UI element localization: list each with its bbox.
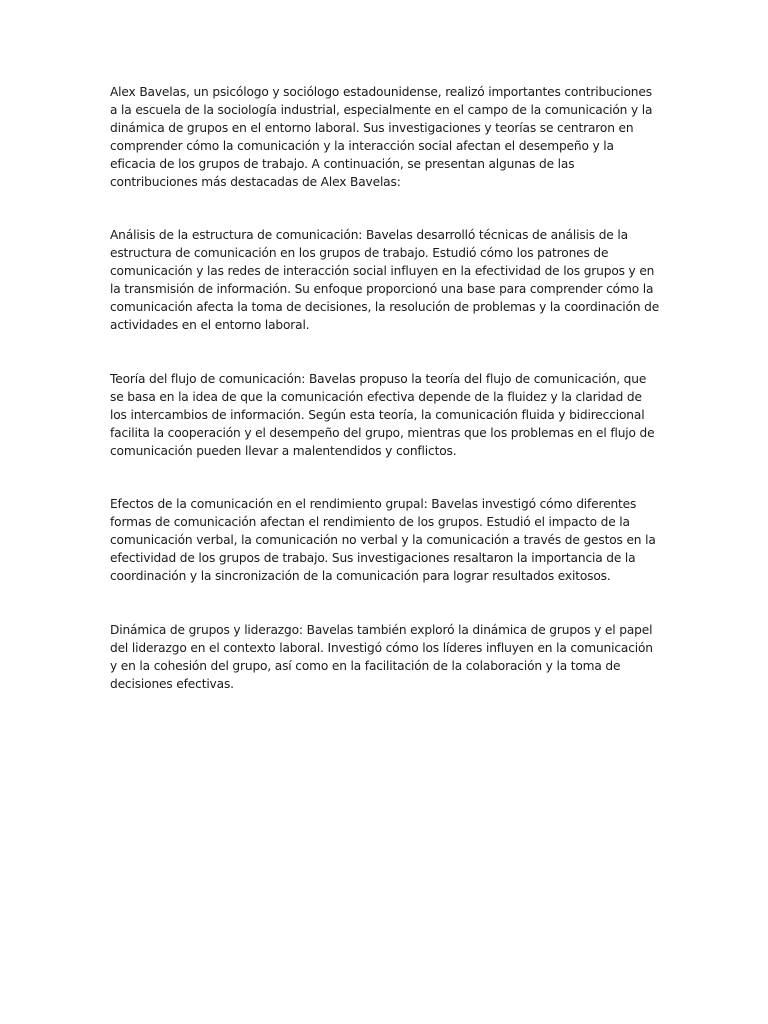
paragraph-communication-flow: Teoría del flujo de comunicación: Bavelas propuso la teoría del flujo de comunicación, que se basa en la idea de que la comunicación efectiva depende de la fluidez y la claridad de los intercambios de información. Según esta teoría, la comunicación fluida y bidireccional facilita la cooperación y el desempeño del grupo, mientras que los problemas en el flujo de comunicación pueden llevar a malentendidos y conflictos. <box>110 371 655 458</box>
document-body <box>110 84 660 694</box>
paragraph-group-performance: Efectos de la comunicación en el rendimiento grupal: Bavelas investigó cómo diferentes formas de comunicación afectan el rendimiento de los grupos. Estudió el impacto de la comunicación verbal, la comunicación no verbal y la comunicación a través de gestos en la efectividad de los grupos de trabajo. Sus investigaciones resaltaron la importancia de la coordinación y la sincronización de la comunicación para lograr resultados exitosos. <box>110 497 656 584</box>
paragraph-group-leadership: Dinámica de grupos y liderazgo: Bavelas también exploró la dinámica de grupos y el papel del liderazgo en el contexto laboral. Investigó cómo los líderes influyen en la comunicación y en la cohesión del grupo, así como en la facilitación de la colaboración y la toma de decisiones efectivas. <box>110 622 653 691</box>
paragraph-intro: Alex Bavelas, un psicólogo y sociólogo estadounidense, realizó importantes contribuciones a la escuela de la sociología industrial, especialmente en el campo de la comunicación y la dinámica de grupos en el entorno laboral. Sus investigaciones y teorías se centraron en comprender cómo la comunicación y la interacción social afectan el desempeño y la eficacia de los grupos de trabajo. A continuación, se presentan algunas de las contribuciones más destacadas de Alex Bavelas: <box>110 85 653 189</box>
paragraph-communication-structure: Análisis de la estructura de comunicación: Bavelas desarrolló técnicas de análisis de la estructura de comunicación en los grupos de trabajo. Estudió cómo los patrones de comunicación y las redes de interacción social influyen en la efectividad de los grupos y en la transmisión de información. Su enfoque proporcionó una base para comprender cómo la comunicación afecta la toma de decisiones, la resolución de problemas y la coordinación de actividades en el entorno laboral. <box>110 228 660 332</box>
